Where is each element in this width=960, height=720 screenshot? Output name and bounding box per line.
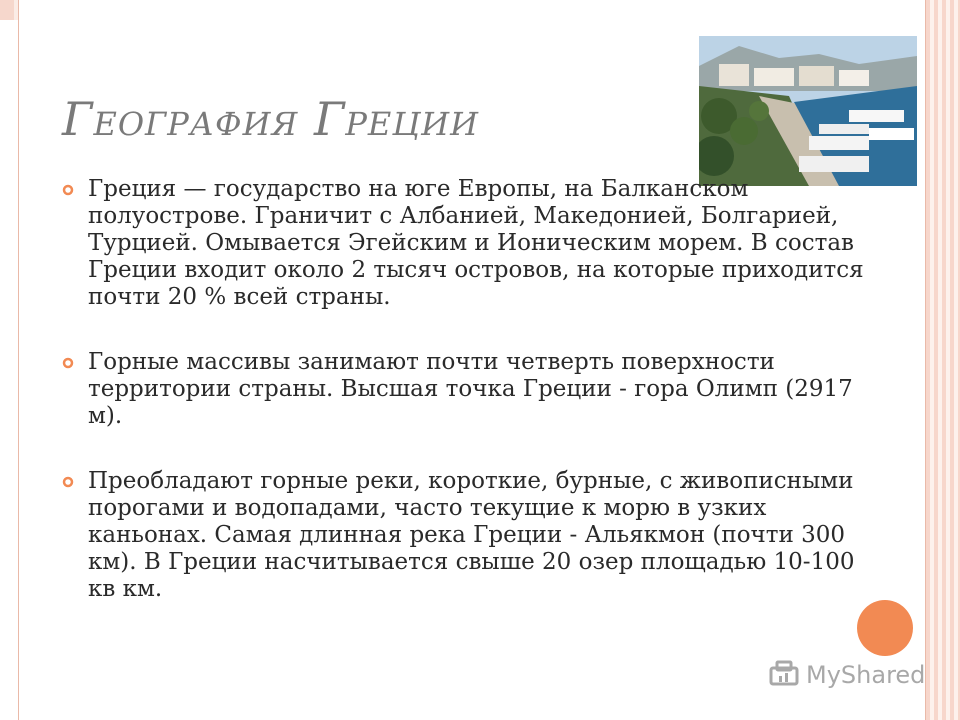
bullet-text: Горные массивы занимают почти четверть поверхности территории страны. Высшая точка Греции - гора Олимп (2917 м). [88, 349, 853, 429]
slide-title: География Греции [62, 92, 480, 146]
bullet-ring-icon [62, 357, 74, 369]
bullet-ring-icon [62, 476, 74, 488]
watermark-text: MyShared [806, 661, 926, 689]
bullet-list [62, 176, 882, 641]
harbor-photo [699, 36, 917, 186]
bullet-ring-icon [62, 184, 74, 196]
bullet-text: Греция — государство на юге Европы, на Балканском полуострове. Граничит с Албанией, Македонией, Болгарией, Турцией. Омывается Эгейским и Ионическим морем. В состав Греции входит около 2 тысяч островов, на которые приходится почти 20 % всей страны. [88, 176, 864, 310]
decorative-circle [857, 600, 913, 656]
bullet-item [62, 349, 882, 430]
bullet-item [62, 176, 882, 311]
myshared-logo-icon [768, 660, 802, 690]
watermark-logo[interactable] [768, 655, 925, 695]
right-stripe-border [926, 0, 960, 720]
bullet-text: Преобладают горные реки, короткие, бурные, с живописными порогами и водопадами, часто текущие к морю в узких каньонах. Самая длинная река Греции - Альякмон (почти 300 км). В Греции насчитывается свыше 20 озер площадью 10-100 кв км. [88, 468, 855, 602]
bullet-item [62, 468, 882, 603]
